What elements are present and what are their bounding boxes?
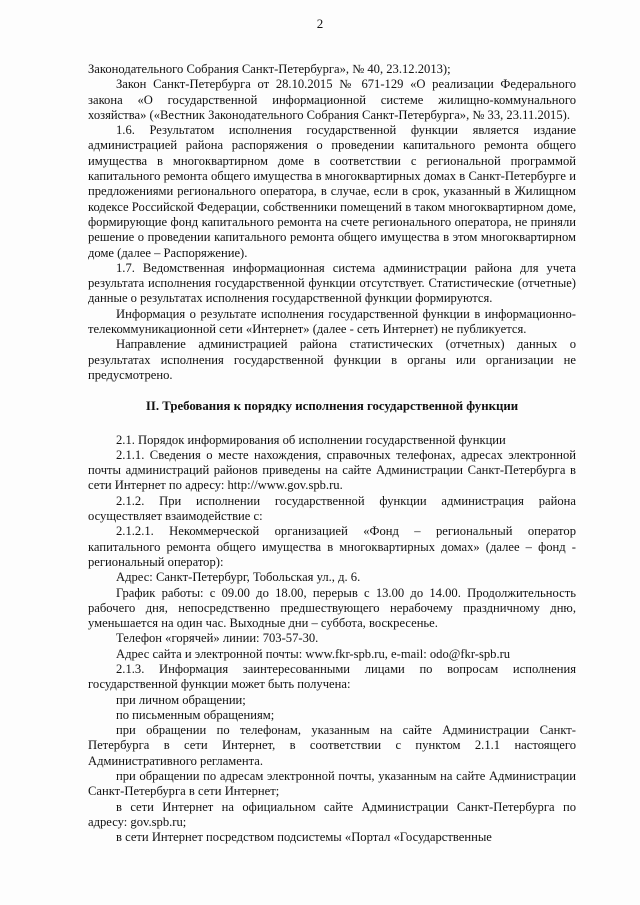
list-item: при личном обращении;	[116, 692, 246, 707]
paragraph: 2.1.3. Информация заинтересованными лицами по вопросам исполнения государственной функции может быть получена:	[88, 661, 576, 692]
paragraph: Адрес сайта и электронной почты: www.fkr-spb.ru, e-mail: odo@fkr-spb.ru	[116, 646, 511, 661]
paragraph: Законодательного Собрания Санкт-Петербурга», № 40, 23.12.2013);	[88, 62, 451, 76]
paragraph: Телефон «горячей» линии: 703-57-30.	[116, 631, 319, 646]
list-item: по письменным обращениям;	[116, 707, 275, 722]
list-item: в сети Интернет посредством подсистемы «Портал «Государственные	[116, 830, 492, 845]
list-item: в сети Интернет на официальном сайте Администрации Санкт-Петербурга по адресу: gov.spb.ru;	[88, 799, 576, 829]
paragraph: Закон Санкт-Петербурга от 28.10.2015 № 671-129 «О реализации Федерального закона «О государственной информационной системе жилищно-коммунального хозяйства» («Вестник Законодательного Собрания Санкт-Петербурга», № 33, 23.11.2015).	[88, 77, 576, 122]
paragraph: Адрес: Санкт-Петербург, Тобольская ул., д. 6.	[116, 570, 361, 585]
paragraph: 2.1.1. Сведения о месте нахождения, справочных телефонах, адресах электронной почты администраций районов приведены на сайте Администрации Санкт-Петербурга в сети Интернет по адресу: http://www.gov.spb.ru.	[88, 447, 576, 493]
document-body	[88, 62, 576, 846]
list-item: при обращении по телефонам, указанным на сайте Администрации Санкт-Петербурга в сети Интернет, в соответствии с пунктом 2.1.1 настоящего Административного регламента.	[88, 723, 576, 768]
paragraph: Направление администрацией района статистических (отчетных) данных о результатах исполнения государственной функции в органы или организации не предусмотрено.	[88, 337, 576, 382]
paragraph: 1.6. Результатом исполнения государственной функции является издание администрацией района распоряжения о проведении капитального ремонта общего имущества в многоквартирном доме в соответствии с региональной программой капитального ремонта общего имущества в многоквартирных домах в Санкт-Петербурге и предложениями регионального оператора, в случае, если в срок, указанный в Жилищном кодексе Российской Федерации, собственники помещений в таком многоквартирном доме, формирующие фонд капитального ремонта на счете регионального оператора, не приняли решение о проведении капитального ремонта общего имущества в этом многоквартирном доме (далее – Распоряжение).	[88, 123, 576, 260]
paragraph: 2.1.2.1. Некоммерческой организацией «Фонд – региональный оператор капитального ремонта общего имущества в многоквартирных домах» (далее – фонд - региональный оператор):	[88, 524, 576, 569]
paragraph: 2.1. Порядок информирования об исполнении государственной функции	[116, 432, 506, 447]
page-number: 2	[316, 16, 324, 31]
paragraph: Информация о результате исполнения государственной функции в информационно-телекоммуникационной сети «Интернет» (далее - сеть Интернет) не публикуется.	[88, 306, 576, 337]
list-item: при обращении по адресам электронной почты, указанным на сайте Администрации Санкт-Петербурга в сети Интернет;	[88, 769, 576, 799]
paragraph: График работы: с 09.00 до 18.00, перерыв с 13.00 до 14.00. Продолжительность рабочего дня, непосредственно предшествующего нерабочему праздничному дню, уменьшается на один час. Выходные дни – суббота, воскресенье.	[88, 585, 576, 631]
paragraph: 1.7. Ведомственная информационная система администрации района для учета результата исполнения государственной функции отсутствует. Статистические (отчетные) данные о результатах исполнения государственной функции формируются.	[88, 260, 576, 306]
paragraph: 2.1.2. При исполнении государственной функции администрация района осуществляет взаимодействие с:	[88, 493, 576, 524]
section-heading: II. Требования к порядку исполнения государственной функции	[145, 399, 519, 414]
